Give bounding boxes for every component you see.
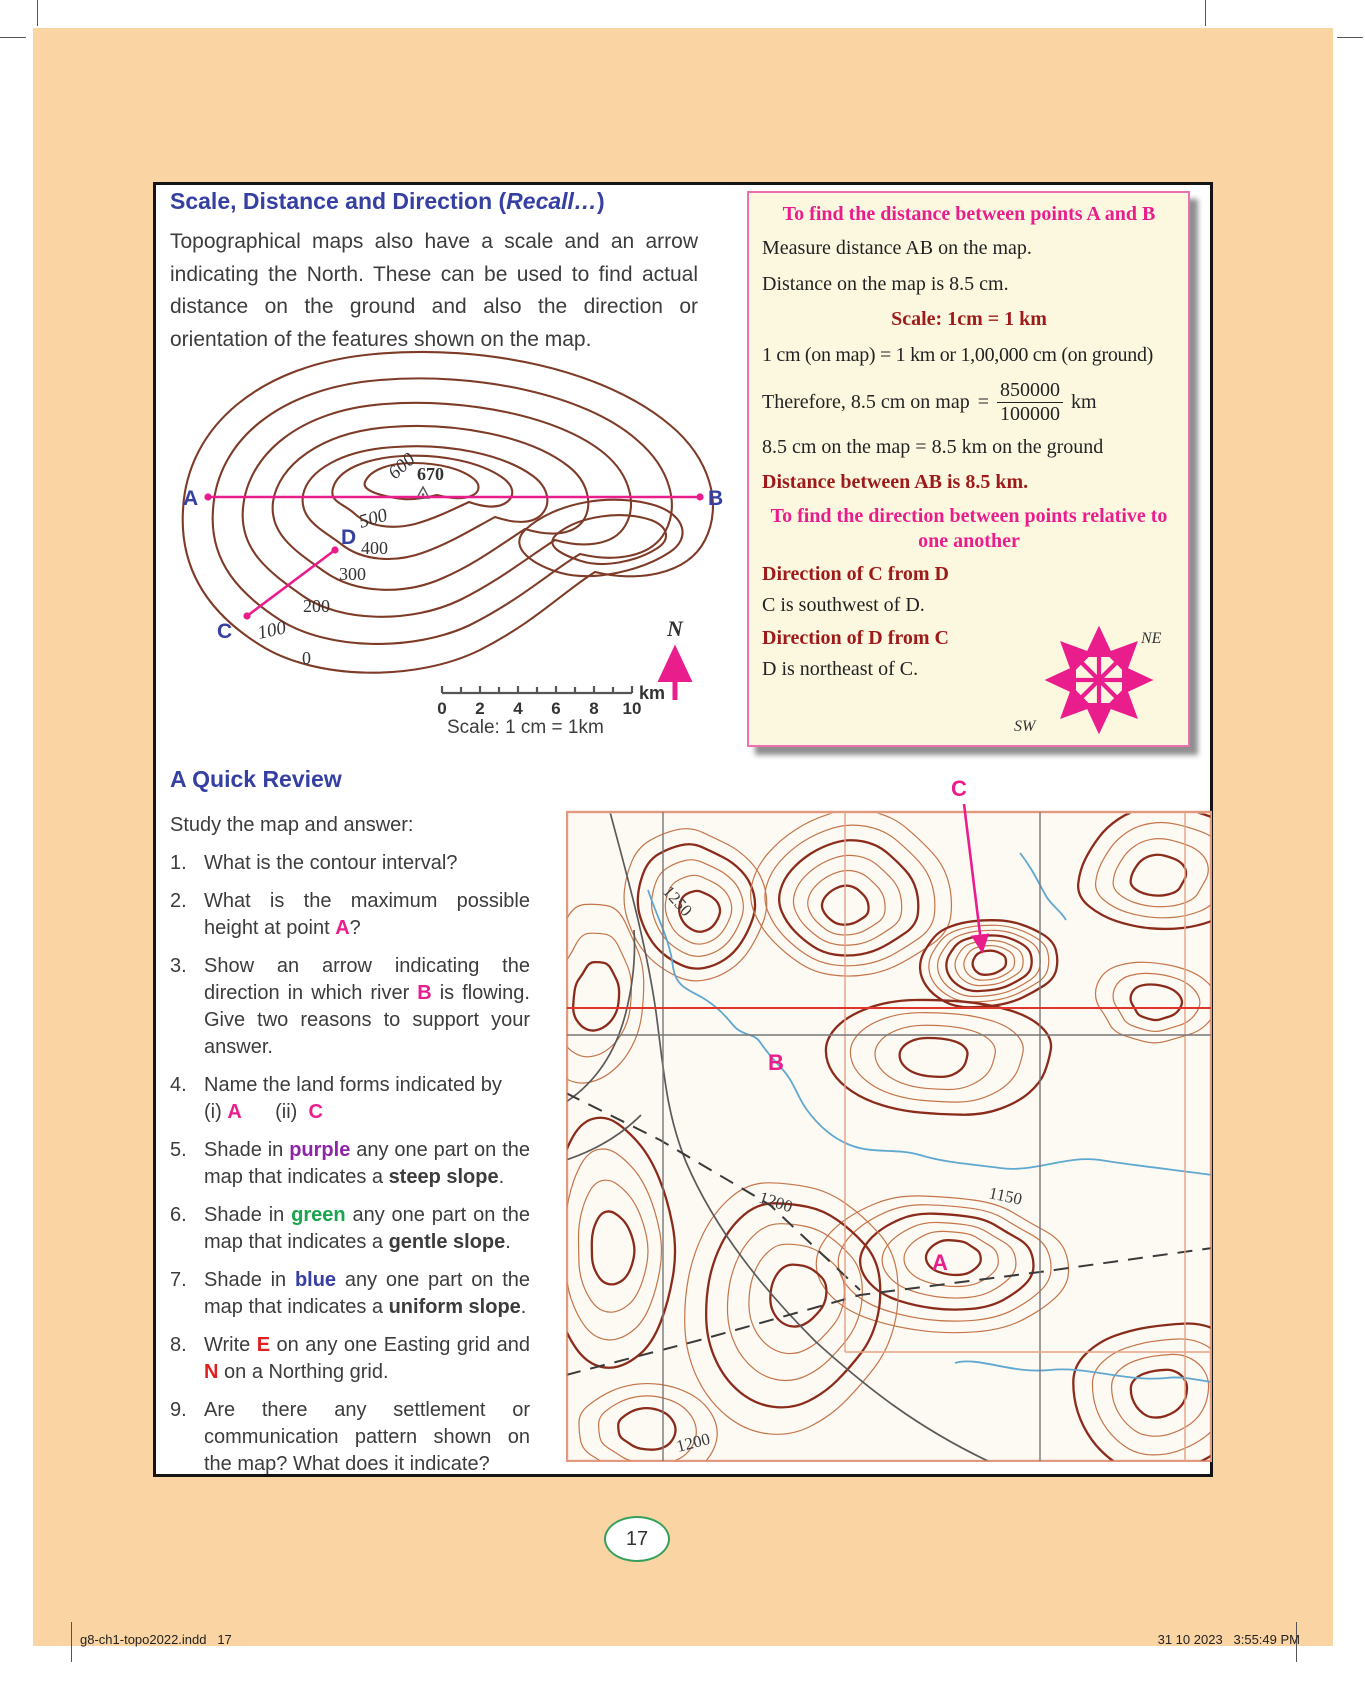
svg-text:0: 0 xyxy=(437,699,447,718)
question-text: Are there any settlement or communication pattern shown on the map? What does it indicate? xyxy=(204,1399,530,1475)
heading-close: ) xyxy=(596,188,605,214)
question-number: 2. xyxy=(170,890,187,912)
question-number: 3. xyxy=(170,955,187,977)
direction-heading: Direction of C from D xyxy=(762,563,949,585)
crop-mark xyxy=(0,37,26,38)
page-number: 17 xyxy=(604,1516,670,1562)
point-label-c: C xyxy=(217,620,233,643)
contour-value-100: 100 xyxy=(255,617,288,644)
map-point-b: B xyxy=(768,1050,784,1075)
svg-text:6: 6 xyxy=(551,699,561,718)
question-text: Shade in purple any one part on the map that indicates a steep slope. xyxy=(204,1139,530,1188)
direction-heading: Direction of D from C xyxy=(762,627,949,649)
box-line: Distance on the map is 8.5 cm. xyxy=(762,273,1009,295)
question-number: 5. xyxy=(170,1139,187,1161)
north-arrow-icon xyxy=(666,616,684,700)
therefore-line xyxy=(762,379,1176,426)
scale-caption: Scale: 1 cm = 1km xyxy=(447,717,604,735)
crop-mark xyxy=(71,1622,72,1662)
ne-label: NE xyxy=(1141,630,1162,647)
question-number: 1. xyxy=(170,852,187,874)
box-title: To find the distance between points A and B xyxy=(782,203,1156,225)
footer-filename: g8-ch1-topo2022.indd 17 xyxy=(80,1632,232,1647)
contour-label-1150: 1150 xyxy=(987,1183,1024,1209)
direction-text: D is northeast of C. xyxy=(762,658,919,680)
map-point-a: A xyxy=(932,1250,948,1275)
contour-value-300: 300 xyxy=(339,564,366,584)
question-text: Write E on any one Easting grid and N on a Northing grid. xyxy=(204,1334,530,1383)
question-text: Shade in blue any one part on the map that indicates a uniform slope. xyxy=(204,1269,530,1318)
heading-text: Scale, Distance and Direction ( xyxy=(170,188,507,214)
contour-value-0: 0 xyxy=(302,648,311,668)
crop-mark xyxy=(37,0,38,26)
question-7 xyxy=(170,1267,530,1321)
question-text: What is the contour interval? xyxy=(204,852,458,874)
scale-statement: Scale: 1cm = 1 km xyxy=(891,308,1047,330)
question-text: What is the maximum possible height at point A? xyxy=(204,890,530,939)
distance-direction-box xyxy=(747,191,1190,747)
point-label-a: A xyxy=(183,487,199,510)
question-text: Show an arrow indicating the direction in which river B is flowing. Give two reasons to support your answer. xyxy=(204,955,530,1058)
contour-value-400: 400 xyxy=(361,538,388,558)
intro-paragraph: Topographical maps also have a scale and an arrow indicating the North. These can be used to find actual distance on the ground and also the direction or orientation of the features shown on the map. xyxy=(170,230,698,351)
contour-label-1200-lower: 1200 xyxy=(674,1429,712,1456)
crop-mark xyxy=(1205,0,1206,26)
heading-recall: Recall… xyxy=(506,188,597,214)
crop-mark xyxy=(1337,37,1363,38)
box-line: 8.5 cm on the map = 8.5 km on the ground xyxy=(762,436,1104,458)
question-1 xyxy=(170,850,530,877)
question-number: 8. xyxy=(170,1334,187,1356)
question-3 xyxy=(170,953,530,1061)
question-9 xyxy=(170,1397,530,1478)
question-text: Name the land forms indicated by (i) A (ii) C xyxy=(204,1074,502,1123)
fraction xyxy=(997,379,1063,426)
direction-text: C is southwest of D. xyxy=(762,594,925,616)
question-4 xyxy=(170,1072,530,1126)
question-6 xyxy=(170,1202,530,1256)
therefore-text: Therefore, 8.5 cm on map xyxy=(762,391,970,413)
contour-value-500: 500 xyxy=(356,504,390,533)
contour-label-1200-upper: 1200 xyxy=(756,1187,795,1217)
question-number: 9. xyxy=(170,1399,187,1421)
scale-bar-numbers xyxy=(437,699,641,718)
question-number: 4. xyxy=(170,1074,187,1096)
fraction-denominator: 100000 xyxy=(999,403,1060,425)
scale-bar xyxy=(442,686,632,693)
svg-text:8: 8 xyxy=(589,699,599,718)
direction-title: To find the direction between points relative to one another xyxy=(770,505,1168,552)
contour-value-200: 200 xyxy=(303,596,330,616)
contour-label-1250: 1250 xyxy=(659,881,696,920)
sw-label: SW xyxy=(1014,718,1036,735)
question-2 xyxy=(170,888,530,942)
north-label: N xyxy=(667,616,683,641)
fraction-numerator: 850000 xyxy=(997,379,1063,403)
point-label-d: D xyxy=(341,526,357,549)
svg-text:4: 4 xyxy=(513,699,523,718)
topographic-map xyxy=(566,730,1212,1462)
svg-text:10: 10 xyxy=(622,699,642,718)
contour-diagram xyxy=(165,330,740,735)
box-line: 1 cm (on map) = 1 km or 1,00,000 cm (on ground) xyxy=(762,344,1153,366)
question-5 xyxy=(170,1137,530,1191)
km-label: km xyxy=(639,683,666,703)
footer-timestamp: 31 10 2023 3:55:49 PM xyxy=(1157,1632,1300,1647)
question-number: 7. xyxy=(170,1269,187,1291)
equals-sign: = xyxy=(977,391,989,413)
quick-review-heading: A Quick Review xyxy=(170,766,342,792)
contour-value-670: 670 xyxy=(417,464,444,484)
question-text: Shade in green any one part on the map that indicates a gentle slope. xyxy=(204,1204,530,1253)
contour-value-600: 600 xyxy=(384,449,420,484)
distance-result: Distance between AB is 8.5 km. xyxy=(762,471,1029,493)
svg-text:C: C xyxy=(951,776,967,801)
km-unit: km xyxy=(1070,391,1097,413)
point-label-b: B xyxy=(708,487,724,510)
quick-review-intro: Study the map and answer: xyxy=(170,814,414,836)
box-line: Measure distance AB on the map. xyxy=(762,237,1032,259)
question-8 xyxy=(170,1332,530,1386)
question-list xyxy=(170,850,530,1489)
section-heading xyxy=(170,188,710,215)
question-number: 6. xyxy=(170,1204,187,1226)
svg-text:2: 2 xyxy=(475,699,485,718)
